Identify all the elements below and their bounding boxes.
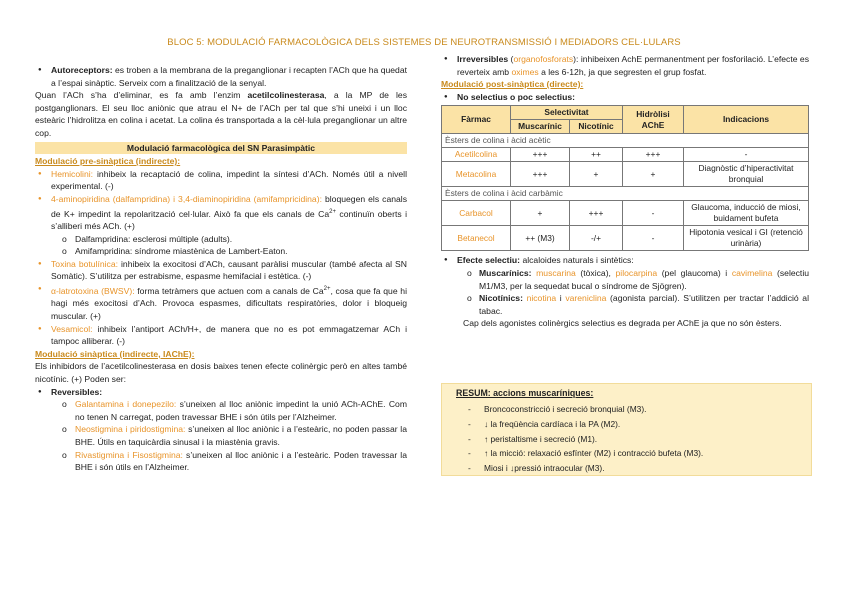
ind-cell: Diagnòstic d’hiperactivitat bronquial: [684, 162, 809, 187]
drug-cell: Carbacol: [442, 201, 511, 226]
th-hidrolisi: Hidròlisi AChE: [623, 106, 684, 134]
botulinica-item: [35, 258, 407, 283]
group-acetic: Èsters de colina i àcid acètic: [442, 134, 809, 148]
nicotinics-term: Nicotínics:: [479, 293, 523, 304]
table-header-row: [442, 106, 809, 120]
hid-cell: -: [623, 201, 684, 226]
galantamina-subitem: [35, 398, 407, 423]
vesamicol-text: inhibeix l’antiport ACh/H+, de manera que no es pot emmagatzemar ACh i tampoc alliberar. (-): [51, 323, 407, 347]
musc-cell: +: [511, 201, 570, 226]
nicotina-name: nicotina: [526, 293, 557, 304]
aminopiridina-text: bloquegen els canals de K+ impedint la repolarització cel·lular. Això fa que els canals de Ca: [51, 193, 407, 219]
musc-cell: ++ (M3): [511, 226, 570, 251]
pre-sinaptica-heading: Modulació pre-sinàptica (indirecte):: [35, 156, 181, 167]
autoreceptors-text: es troben a la membrana de la preganglionar i recapten l’ACh que ha quedat a l’espai sinàptic. Serveix com a finalització de la senyal.: [51, 65, 407, 88]
section-banner: Modulació farmacològica del SN Parasimpàtic: [35, 142, 407, 155]
autoreceptors-item: [35, 64, 407, 89]
vesamicol-name: Vesamicol:: [51, 323, 93, 334]
hid-cell: +: [623, 162, 684, 187]
th-farmac: Fàrmac: [442, 106, 511, 134]
hemicolini-item: [35, 168, 407, 193]
table-row: [442, 148, 809, 162]
pilocarpina-name: pilocarpina: [615, 267, 658, 278]
list-item: - ↑ peristaltisme i secreció (M1).: [456, 432, 703, 447]
ca-superscript: 2+: [329, 208, 336, 215]
amifampridina-subitem: o Amifampridina: síndrome miastènica de Lambert-Eaton.: [35, 245, 407, 258]
rivastigmina-text: s’uneixen al lloc aniònic i a l’esteàric. Poden travessar la BHE i són útils en l’Alzheimer.: [75, 449, 407, 473]
rivastigmina-subitem: [35, 449, 407, 474]
neostigmina-text: s’uneixen al lloc aniònic i a l’esteàric, no poden passar la BHE. Útils en taquicàrdia sinusal i la miastènia gravis.: [75, 424, 407, 447]
list-item: - ↓ la freqüència cardíaca i la PA (M2).: [456, 417, 703, 432]
table-group-row: [442, 187, 809, 201]
cavimelina-name: cavimelina: [731, 267, 773, 278]
galantamina-name: Galantamina i donepezilo:: [75, 399, 177, 410]
nic-cell: -/+: [570, 226, 623, 251]
hemicolini-text: inhibeix la recaptació de colina, impedint la síntesi d’ACh. Només útil a nivell experimental. (-): [51, 168, 407, 192]
th-nicotinic: Nicotínic: [570, 120, 623, 134]
ache-intro: [35, 89, 407, 139]
vareniclina-name: vareniclina: [565, 293, 607, 304]
intro-text-2: , a la MP de les postganglionars. El seu lloc aniònic que atrau el N+ de l’ACh per tal que s’hi uneixi i un lloc esteàric l’hidrolitza en colina i acetat. La colina és transportada a la cèl·lula preganglionar un altre cop.: [35, 90, 407, 138]
dalfampridina-subitem: o Dalfampridina: esclerosi múltiple (adults).: [35, 233, 407, 246]
latrotoxina-item: [35, 283, 407, 323]
efecte-selectiu-term: Efecte selectiu:: [457, 255, 521, 266]
table-group-row: [442, 134, 809, 148]
sinaptica-heading: Modulació sinàptica (indirecte, IAChE):: [35, 348, 195, 359]
hemicolini-name: Hemicolini:: [51, 168, 94, 179]
nic-cell: ++: [570, 148, 623, 162]
latrotoxina-text-2: , cosa que fa que hi hagi més exocitosi d’Ach. Provoca espasmes, dificultats respiratòries, dolor i bloqueig muscular. (+): [51, 285, 407, 321]
aminopiridina-text-2: continuïn oberts i s’alliberi més ACh. (+): [51, 208, 407, 231]
muscarinics-text-1: (tòxica),: [575, 267, 616, 278]
neostigmina-subitem: [35, 423, 407, 448]
group-carbamic: Èsters de colina i àcid carbàmic: [442, 187, 809, 201]
hid-cell: -: [623, 226, 684, 251]
resum-list: [456, 402, 703, 476]
organofosforats-name: organofosforats: [513, 54, 574, 64]
nicotinics-subitem: [441, 292, 809, 317]
resum-box: [441, 383, 812, 476]
vesamicol-item: [35, 323, 407, 348]
muscarinics-text-3: (selectiu M1/M3, per la sequedat bucal o síndrome de Sjögren).: [479, 267, 810, 291]
galantamina-text: s’uneixen al lloc aniònic impedint la unió ACh-AChE. Com no tenen N carregat, poden travessar BHE i són útils per l’Alzheimer.: [75, 399, 407, 422]
oximes-name: oximes: [511, 66, 539, 77]
left-column: [35, 64, 407, 474]
agonist-table: [441, 105, 809, 251]
table-row: [442, 226, 809, 251]
musc-cell: +++: [511, 162, 570, 187]
ca-superscript: 2+: [323, 285, 331, 292]
musc-cell: +++: [511, 148, 570, 162]
irreversibles-term: Irreversibles: [457, 54, 509, 64]
drug-cell: Metacolina: [442, 162, 511, 187]
autoreceptors-term: Autoreceptors:: [51, 65, 113, 75]
latrotoxina-name: α-latrotoxina (BWSV):: [51, 285, 135, 296]
aminopiridina-item: [35, 193, 407, 233]
irreversibles-item: [441, 53, 809, 78]
ind-cell: Hipotonia vesical i GI (retenció urinària): [684, 226, 809, 251]
drug-cell: Betanecol: [442, 226, 511, 251]
nicotinics-text-2: (agonista parcial). S’utilitzen per tractar l’addició al tabac.: [479, 293, 809, 316]
efecte-selectiu-item: [441, 254, 809, 267]
muscarinics-term: Muscarínics:: [479, 267, 532, 278]
list-item: - Miosi i ↓pressió intraocular (M3).: [456, 461, 703, 476]
list-item: - Broncoconstricció i secreció bronquial (M3).: [456, 402, 703, 417]
th-indicacions: Indicacions: [684, 106, 809, 134]
table-row: [442, 201, 809, 226]
list-item: - ↑ la micció: relaxació esfínter (M2) i contracció bufeta (M3).: [456, 446, 703, 461]
irreversibles-paren-close: ):: [573, 54, 579, 64]
page-title: BLOC 5: MODULACIÓ FARMACOLÒGICA DELS SISTEMES DE NEUROTRANSMISSIÓ I MEDIADORS CEL·LULARS: [167, 37, 681, 48]
latrotoxina-text: forma tetràmers que actuen com a canals de Ca: [134, 285, 324, 296]
aminopiridina-name: 4-aminopiridina (dalfampridina) i 3,4-diaminopiridina (amifampricidina):: [51, 193, 322, 204]
drug-cell: Acetilcolina: [442, 148, 511, 162]
neostigmina-name: Neostigmina i piridostigmina:: [75, 424, 186, 435]
nicotinics-text-1: i: [556, 293, 566, 304]
th-selectivitat: Selectivitat: [511, 106, 623, 120]
table-row: [442, 162, 809, 187]
ind-cell: -: [684, 148, 809, 162]
no-selectius-item: ● No selectius o poc selectius:: [441, 91, 809, 104]
botulinica-text: inhibeix la exocitosi d’ACh, causant paràlisi muscular (també afecta al SN Somàtic). S’utilitza per estrabisme, espasme hemifacial i estètica. (-): [51, 258, 407, 282]
muscarina-name: muscarina: [536, 267, 576, 278]
botulinica-name: Toxina botulínica:: [51, 258, 119, 269]
cap-agonistes-text: Cap dels agonistes colinèrgics selectius es degrada per AChE ja que no són èsters.: [463, 318, 782, 329]
irreversibles-text-1: inhibeixen AchE permanentment per fosforilació. L’efecte es reverteix amb: [457, 54, 810, 77]
efecte-selectiu-text: alcaloides naturals i sintètics:: [520, 255, 634, 266]
post-sinaptica-heading: Modulació post-sinàptica (directe):: [441, 79, 584, 90]
rivastigmina-name: Rivastigmina i Fisostigmina:: [75, 449, 183, 460]
right-column: [441, 53, 809, 330]
intro-text-1: Quan l’ACh s’ha d’eliminar, es fa amb l’enzim: [35, 90, 248, 101]
nic-cell: +++: [570, 201, 623, 226]
enzyme-name: acetilcolinesterasa: [247, 90, 325, 101]
nic-cell: +: [570, 162, 623, 187]
sinaptica-text: Els inhibidors de l’acetilcolinesterasa en dosis baixes tenen efecte colinèrgic però en altes també nicotínic. (+) Poden ser:: [35, 361, 407, 384]
hid-cell: +++: [623, 148, 684, 162]
resum-title: RESUM: accions muscaríniques:: [456, 388, 594, 398]
reversibles-item: ● Reversibles:: [35, 386, 407, 399]
th-muscarinic: Muscarínic: [511, 120, 570, 134]
muscarinics-text-2: (pel glaucoma) i: [657, 267, 732, 278]
irreversibles-text-2: a les 6-12h, ja que segresten el grup fosfat.: [538, 66, 707, 77]
muscarinics-subitem: [441, 267, 809, 292]
ind-cell: Glaucoma, inducció de miosi, buidament bufeta: [684, 201, 809, 226]
irreversibles-paren-open: (: [508, 54, 514, 64]
